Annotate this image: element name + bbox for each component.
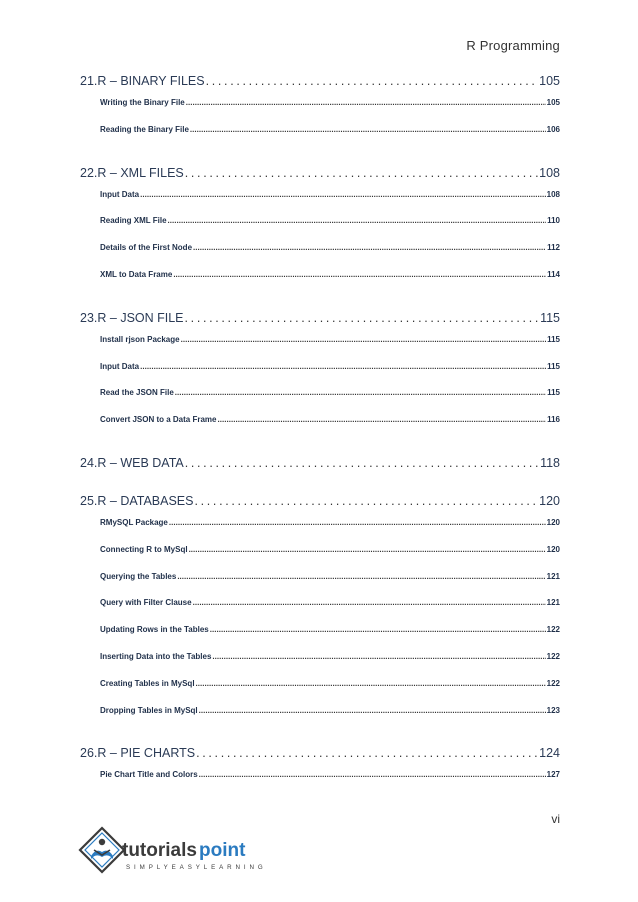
toc-dot-leader bbox=[168, 216, 547, 225]
toc-section-title: Reading the Binary File bbox=[100, 124, 189, 134]
toc-section-row[interactable] bbox=[80, 125, 560, 134]
toc-dot-leader bbox=[140, 362, 546, 371]
toc-chapter-row[interactable] bbox=[80, 311, 560, 325]
toc-dot-leader bbox=[193, 243, 546, 252]
toc-dot-leader bbox=[140, 190, 546, 199]
table-of-contents bbox=[80, 0, 560, 800]
toc-dot-leader bbox=[206, 74, 539, 88]
toc-page-number: 105 bbox=[539, 74, 560, 88]
toc-section-row[interactable] bbox=[80, 652, 560, 661]
toc-page-number: 124 bbox=[539, 746, 560, 761]
toc-page-number: 115 bbox=[547, 361, 560, 371]
toc-chapter-number: 26. bbox=[80, 746, 98, 761]
toc-dot-leader bbox=[217, 415, 546, 424]
toc-page-number: 120 bbox=[546, 544, 560, 554]
toc-section-title: Inserting Data into the Tables bbox=[100, 652, 212, 661]
toc-chapter-number: 25. bbox=[80, 494, 98, 508]
toc-chapter-title: R – JSON FILE bbox=[97, 310, 184, 325]
logo-graphic bbox=[78, 826, 268, 882]
toc-dot-leader bbox=[189, 545, 546, 554]
toc-section-row[interactable] bbox=[80, 545, 560, 554]
toc-section-row[interactable] bbox=[80, 362, 560, 371]
logo-wordmark-part2: point bbox=[199, 840, 246, 861]
logo-tagline: SIMPLYEASYLEARNING bbox=[126, 864, 267, 871]
toc-chapter-number: 22. bbox=[80, 165, 98, 180]
toc-page-number: 115 bbox=[547, 334, 560, 344]
toc-chapter-row[interactable] bbox=[80, 456, 560, 470]
toc-chapter-title: R – DATABASES bbox=[97, 494, 194, 508]
toc-page-number: 122 bbox=[546, 625, 560, 635]
toc-dot-leader bbox=[181, 335, 547, 344]
toc-dot-leader bbox=[185, 311, 540, 325]
toc-dot-leader bbox=[199, 706, 546, 715]
toc-section-title: Reading XML File bbox=[100, 216, 167, 226]
toc-section-row[interactable] bbox=[80, 388, 560, 397]
toc-section-row[interactable] bbox=[80, 270, 560, 279]
toc-page-number: 120 bbox=[546, 518, 560, 527]
toc-page-number: 118 bbox=[540, 456, 560, 470]
toc-dot-leader bbox=[173, 270, 546, 279]
toc-page-number: 121 bbox=[546, 571, 560, 581]
toc-page-number: 108 bbox=[546, 189, 560, 199]
toc-section-row[interactable] bbox=[80, 243, 560, 252]
toc-chapter-row[interactable] bbox=[80, 746, 560, 760]
logo-wordmark-part1: tutorials bbox=[122, 840, 197, 861]
toc-section-title: Query with Filter Clause bbox=[100, 598, 192, 608]
toc-section-title: Creating Tables in MySql bbox=[100, 678, 195, 688]
toc-section-row[interactable] bbox=[80, 625, 560, 634]
toc-section-title: Connecting R to MySql bbox=[100, 544, 188, 554]
toc-section-title: Querying the Tables bbox=[100, 571, 177, 581]
toc-page-number: 108 bbox=[539, 165, 560, 180]
book-reader-icon bbox=[80, 828, 124, 872]
toc-dot-leader bbox=[190, 125, 546, 134]
toc-chapter-title: R – PIE CHARTS bbox=[97, 746, 196, 761]
toc-page-number: 116 bbox=[547, 415, 560, 425]
toc-chapter-title: R – BINARY FILES bbox=[97, 74, 205, 88]
toc-dot-leader bbox=[193, 598, 546, 607]
toc-chapter-title: R – WEB DATA bbox=[97, 456, 184, 470]
toc-chapter-row[interactable] bbox=[80, 166, 560, 180]
toc-section-title: Details of the First Node bbox=[100, 243, 193, 253]
toc-section-title: Dropping Tables in MySql bbox=[100, 705, 198, 715]
toc-section-row[interactable] bbox=[80, 679, 560, 688]
toc-section-row[interactable] bbox=[80, 770, 560, 779]
toc-chapter-title: R – XML FILES bbox=[97, 165, 184, 180]
toc-page-number: 121 bbox=[546, 598, 560, 608]
toc-section-row[interactable] bbox=[80, 216, 560, 225]
toc-page-number: 114 bbox=[547, 270, 560, 279]
toc-dot-leader bbox=[177, 572, 545, 581]
toc-page-number: 115 bbox=[547, 388, 560, 398]
running-header: R Programming bbox=[466, 38, 560, 53]
page-number: vi bbox=[551, 812, 560, 826]
toc-dot-leader bbox=[175, 388, 546, 397]
toc-section-title: Pie Chart Title and Colors bbox=[100, 770, 198, 780]
toc-section-title: Install rjson Package bbox=[100, 334, 180, 344]
toc-dot-leader bbox=[196, 746, 538, 760]
toc-dot-leader bbox=[196, 679, 546, 688]
toc-section-title: Input Data bbox=[100, 361, 140, 371]
toc-section-title: Convert JSON to a Data Frame bbox=[100, 415, 217, 425]
toc-dot-leader bbox=[212, 652, 545, 661]
toc-page-number: 106 bbox=[546, 124, 560, 134]
toc-section-row[interactable] bbox=[80, 415, 560, 424]
toc-page-number: 127 bbox=[546, 770, 560, 780]
toc-section-row[interactable] bbox=[80, 335, 560, 344]
toc-page-number: 110 bbox=[547, 216, 560, 226]
toc-dot-leader bbox=[210, 625, 546, 634]
tutorialspoint-logo bbox=[78, 826, 268, 882]
toc-dot-leader bbox=[169, 518, 546, 527]
toc-dot-leader bbox=[199, 770, 546, 779]
toc-dot-leader bbox=[185, 456, 539, 470]
toc-section-title: XML to Data Frame bbox=[100, 270, 173, 279]
toc-section-row[interactable] bbox=[80, 572, 560, 581]
toc-section-title: Writing the Binary File bbox=[100, 98, 185, 107]
toc-section-row[interactable] bbox=[80, 706, 560, 715]
toc-page-number: 122 bbox=[546, 678, 560, 688]
toc-chapter-row[interactable] bbox=[80, 494, 560, 508]
toc-section-row[interactable] bbox=[80, 190, 560, 199]
toc-section-title: Updating Rows in the Tables bbox=[100, 625, 209, 635]
toc-dot-leader bbox=[186, 98, 546, 107]
toc-section-title: RMySQL Package bbox=[100, 518, 168, 527]
toc-page-number: 115 bbox=[540, 310, 560, 325]
toc-chapter-row[interactable] bbox=[80, 74, 560, 88]
toc-dot-leader bbox=[194, 494, 538, 508]
toc-section-title: Read the JSON File bbox=[100, 388, 174, 398]
toc-section-row[interactable] bbox=[80, 518, 560, 527]
toc-chapter-number: 23. bbox=[80, 310, 98, 325]
toc-page-number: 105 bbox=[546, 98, 560, 107]
toc-section-row[interactable] bbox=[80, 98, 560, 107]
toc-chapter-number: 21. bbox=[80, 74, 98, 88]
toc-chapter-number: 24. bbox=[80, 456, 98, 470]
toc-page-number: 122 bbox=[546, 652, 560, 661]
toc-page-number: 123 bbox=[546, 705, 560, 715]
toc-page-number: 112 bbox=[547, 243, 560, 253]
toc-page-number: 120 bbox=[539, 494, 560, 508]
toc-section-row[interactable] bbox=[80, 598, 560, 607]
toc-section-title: Input Data bbox=[100, 189, 140, 199]
toc-dot-leader bbox=[185, 166, 538, 180]
